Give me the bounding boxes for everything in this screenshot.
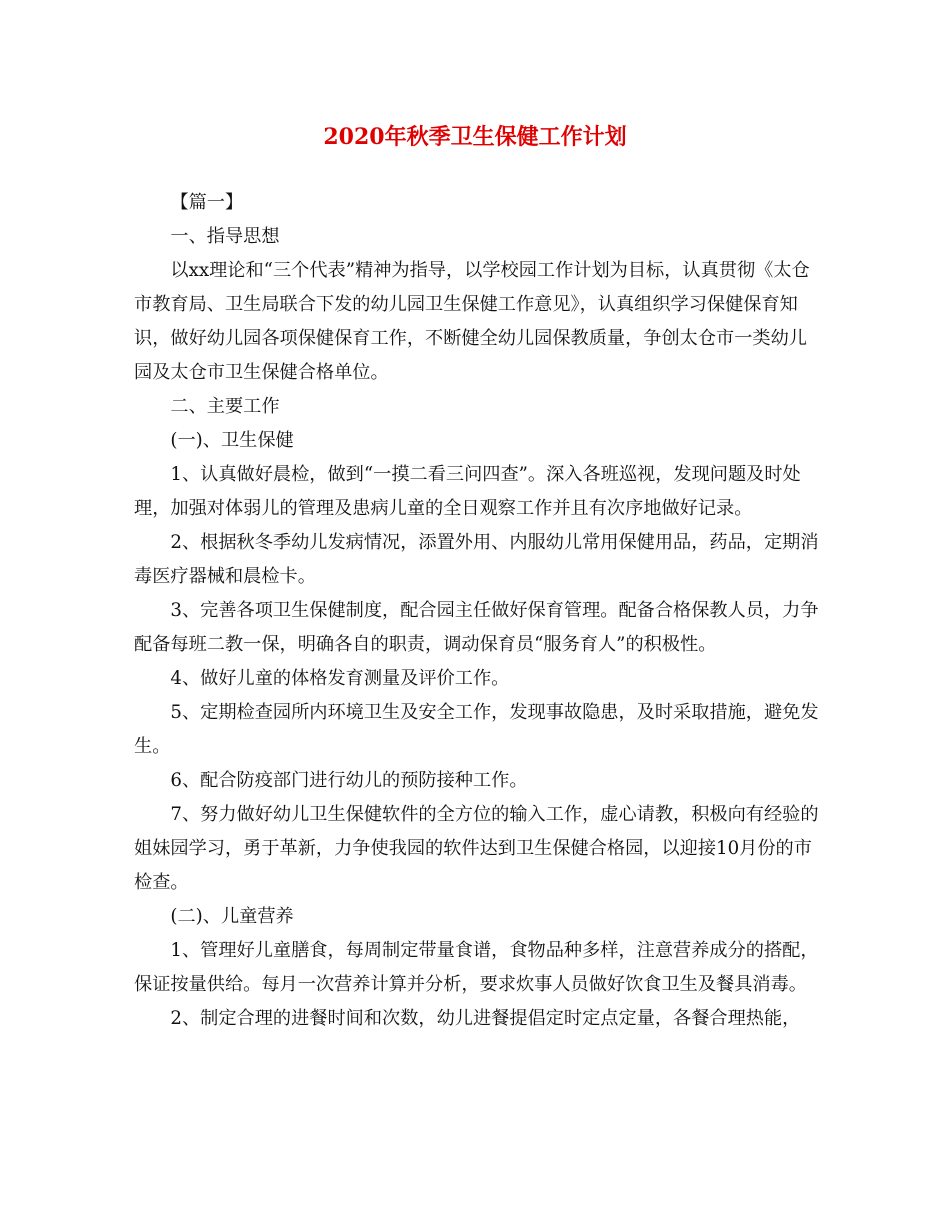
section-marker: 【篇一】 [170,192,244,213]
paragraph-item-3: 3、完善各项卫生保健制度，配合园主任做好保育管理。配备合格保教人员，力争配备每班二教一保，明确各自的职责，调动保育员“服务育人”的积极性。 [134,600,819,655]
paragraph-nutrition-2: 2、制定合理的进餐时间和次数，幼儿进餐提倡定时定点定量，各餐合理热能， [170,1008,801,1029]
paragraph-item-5: 5、定期检查园所内环境卫生及安全工作，发现事故隐患，及时采取措施，避免发生。 [134,702,819,757]
document-body [134,186,824,1036]
paragraph-item-2: 2、根据秋冬季幼儿发病情况，添置外用、内服幼儿常用保健用品，药品，定期消毒医疗器械和晨检卡。 [134,532,819,587]
subheading-child-nutrition: (二)、儿童营养 [170,906,294,927]
paragraph-item-6: 6、配合防疫部门进行幼儿的预防接种工作。 [170,770,528,791]
paragraph-item-4: 4、做好儿童的体格发育测量及评价工作。 [170,668,510,689]
paragraph-guiding-ideology: 以xx理论和“三个代表”精神为指导，以学校园工作计划为目标，认真贯彻《太仓市教育局、卫生局联合下发的幼儿园卫生保健工作意见》，认真组织学习保健保育知识，做好幼儿园各项保健保育工作，不断健全幼儿园保教质量，争创太仓市一类幼儿园及太仓市卫生保健合格单位。 [134,260,810,383]
heading-main-work: 二、主要工作 [170,396,280,417]
paragraph-item-7: 7、努力做好幼儿卫生保健软件的全方位的输入工作，虚心请教，积极向有经验的姐妹园学习，勇于革新，力争使我园的软件达到卫生保健合格园，以迎接10月份的市检查。 [134,804,819,893]
document-title: 2020年秋季卫生保健工作计划 [323,124,627,150]
subheading-health-care: (一)、卫生保健 [170,430,294,451]
paragraph-item-1: 1、认真做好晨检，做到“一摸二看三问四查”。深入各班巡视，发现问题及时处理，加强对体弱儿的管理及患病儿童的全日观察工作并且有次序地做好记录。 [134,464,801,519]
paragraph-nutrition-1: 1、管理好儿童膳食，每周制定带量食谱，食物品种多样，注意营养成分的搭配，保证按量供给。每月一次营养计算并分析，要求炊事人员做好饮食卫生及餐具消毒。 [134,940,819,995]
heading-guiding-ideology: 一、指导思想 [170,226,280,247]
